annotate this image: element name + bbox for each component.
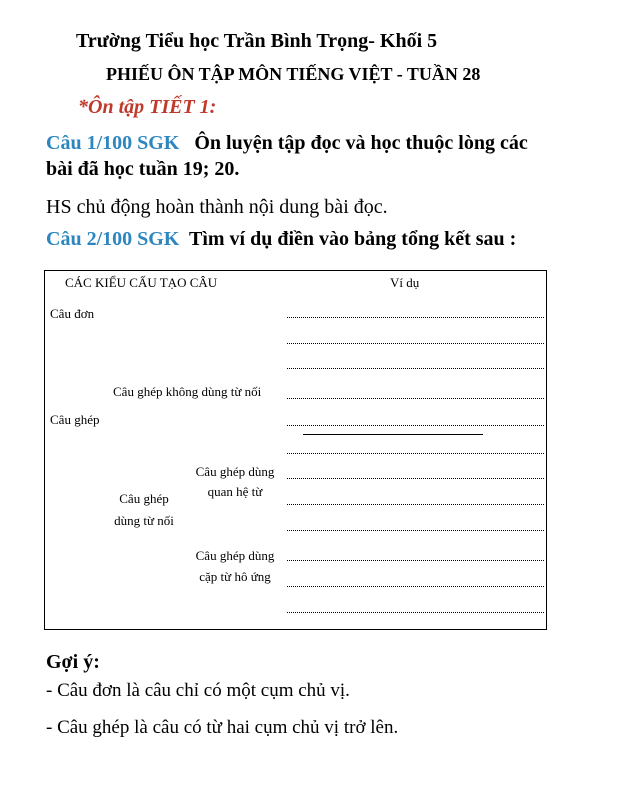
question-2-text: Tìm ví dụ điền vào bảng tổng kết sau : [189,228,517,250]
worksheet-title: PHIẾU ÔN TẬP MÔN TIẾNG VIỆT - TUẦN 28 [106,64,481,84]
answer-line[interactable] [287,559,544,561]
answer-line[interactable] [287,452,544,454]
answer-line[interactable] [287,477,544,479]
underline-divider [303,434,483,435]
answer-line[interactable] [287,367,544,369]
school-header: Trường Tiểu học Trần Bình Trọng- Khối 5 [76,30,438,52]
label-compound-sentence: Câu ghép [50,412,100,427]
label-compound-with-conjunction: Câu ghép dùng từ nối [114,491,174,528]
question-2 [46,228,516,251]
question-2-ref: Câu 2/100 SGK [46,228,180,250]
answer-line[interactable] [287,529,544,531]
hint-line-1: - Câu đơn là câu chỉ có một cụm chủ vị. [46,680,350,701]
answer-line[interactable] [287,342,544,344]
question-1-line-1 [46,132,528,155]
label-compound-paired-words: Câu ghép dùng cặp từ hô ứng [195,548,275,584]
label-compound-relative-word: Câu ghép dùng quan hệ từ [195,464,275,499]
hint-heading: Gợi ý: [46,651,100,673]
answer-line[interactable] [287,503,544,505]
label-compound-no-conjunction: Câu ghép không dùng từ nối [113,384,262,399]
answer-line[interactable] [287,316,544,318]
column-header-type: CÁC KIỂU CẤU TẠO CÂU [65,275,218,290]
answer-line[interactable] [287,585,544,587]
answer-line[interactable] [287,424,544,426]
answer-line[interactable] [287,611,544,613]
hint-line-2: - Câu ghép là câu có từ hai cụm chủ vị trở lên. [46,717,399,738]
label-simple-sentence: Câu đơn [50,306,95,321]
question-1-line-2: bài đã học tuần 19; 20. [46,158,240,180]
question-1-text: Ôn luyện tập đọc và học thuộc lòng các [194,132,528,154]
question-1-ref: Câu 1/100 SGK [46,132,180,154]
answer-line[interactable] [287,397,544,399]
summary-table [44,270,547,630]
column-header-example: Ví dụ [390,275,420,290]
question-1-note: HS chủ động hoàn thành nội dung bài đọc. [46,196,388,218]
lesson-heading: *Ôn tập TIẾT 1: [78,96,217,118]
